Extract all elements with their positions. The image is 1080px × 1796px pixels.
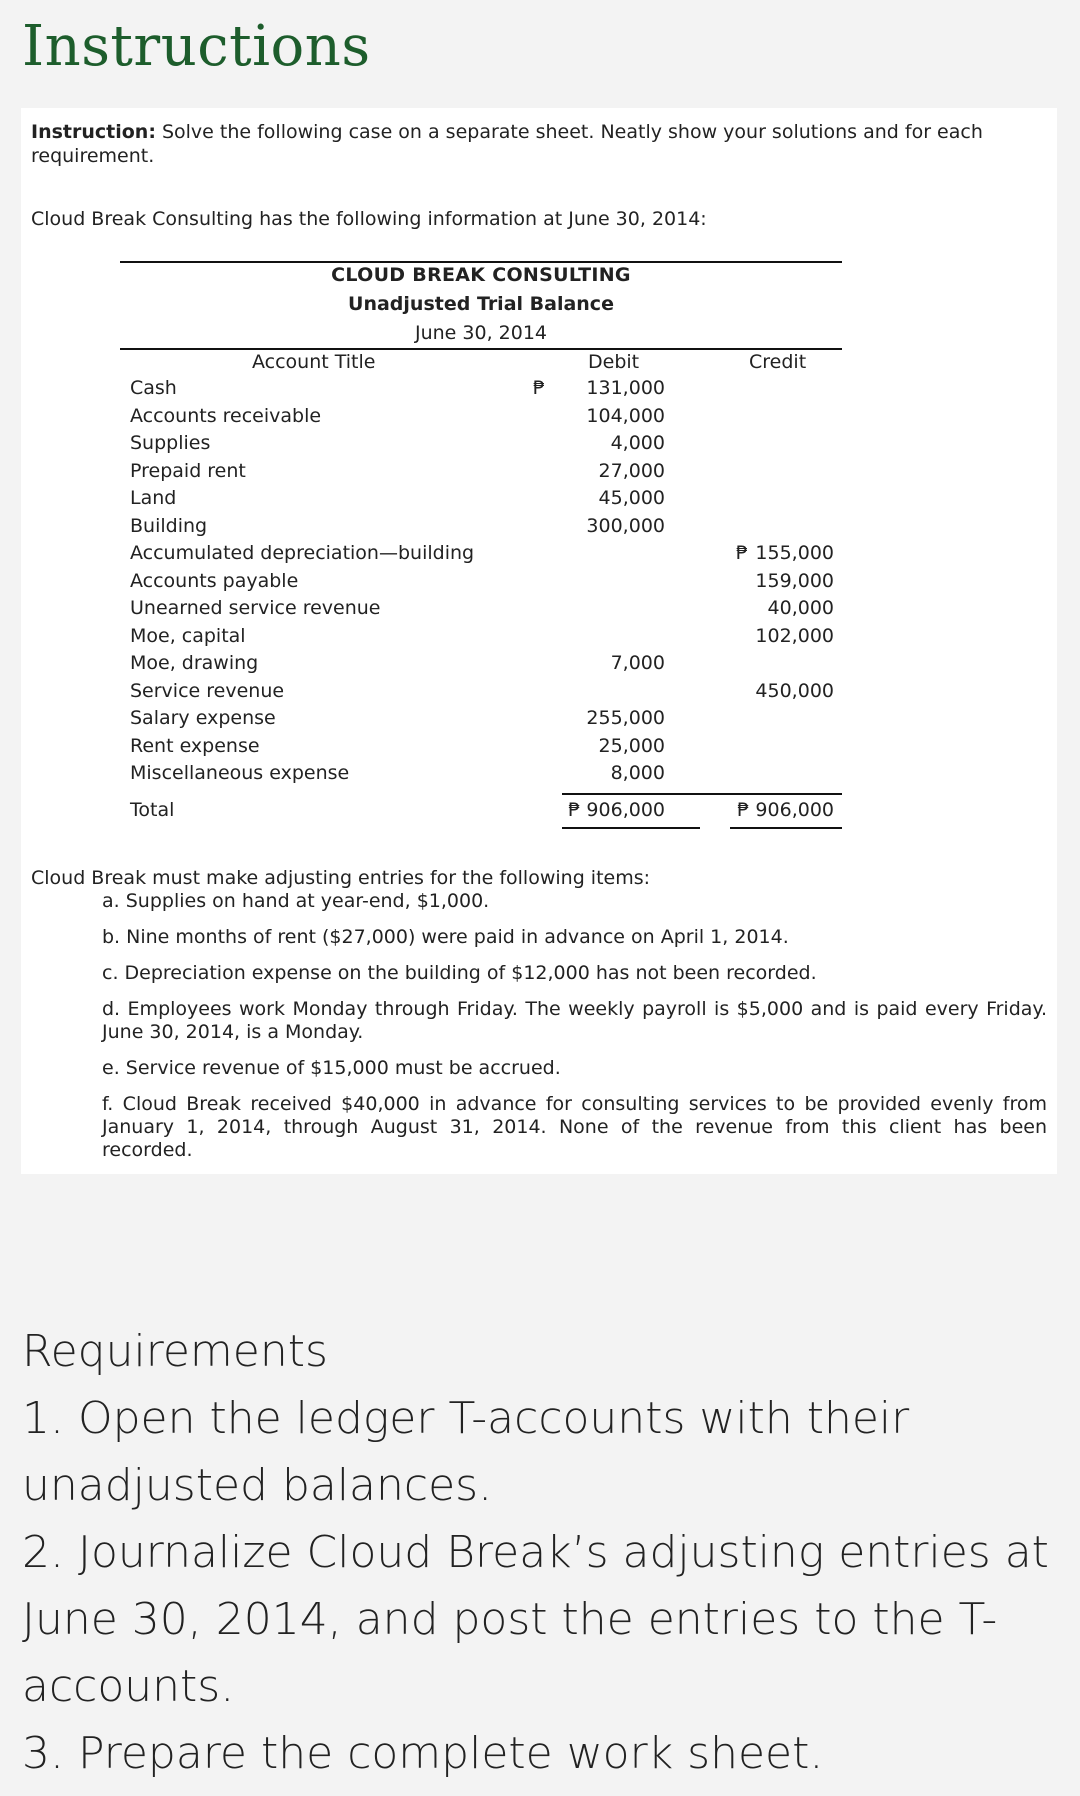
instruction-body: Solve the following case on a separate sheet. Neatly show your solutions and for each requirement. [31, 121, 983, 167]
account-name: Prepaid rent [130, 459, 246, 482]
table-row [120, 650, 842, 677]
adjustment-item-c: c. Depreciation expense on the building of $12,000 has not been recorded. [102, 962, 817, 984]
debit-amount: 255,000 [586, 707, 665, 729]
debit-amount: 45,000 [598, 487, 665, 509]
total-label: Total [130, 799, 175, 821]
account-name: Salary expense [130, 707, 276, 729]
debit-amount: 4,000 [610, 432, 665, 454]
table-row [120, 705, 842, 732]
account-name: Service revenue [130, 679, 285, 702]
instruction-text [31, 120, 1047, 168]
account-name: Building [130, 514, 208, 537]
credit-amount: 450,000 [755, 679, 834, 702]
requirements-heading: Requirements [22, 1326, 328, 1377]
table-row [120, 595, 842, 622]
account-name: Accounts receivable [130, 404, 322, 427]
account-name: Moe, capital [130, 624, 246, 647]
adjustments-intro: Cloud Break must make adjusting entries for the following items: [31, 867, 651, 889]
table-row [120, 623, 842, 650]
credit-amount: 159,000 [755, 569, 834, 592]
double-rule-debit [562, 827, 700, 829]
company-name: CLOUD BREAK CONSULTING [331, 264, 631, 286]
account-name: Accounts payable [130, 569, 299, 592]
account-name: Miscellaneous expense [130, 762, 350, 784]
requirements-section [22, 1318, 1062, 1787]
debit-amount: 25,000 [598, 734, 665, 757]
instruction-label: Instruction: [31, 121, 156, 143]
requirement-1: 1. Open the ledger T-accounts with their unadjusted balances. [22, 1393, 910, 1511]
statement-date: June 30, 2014 [414, 322, 548, 344]
account-name: Cash [130, 377, 177, 399]
header-rule [120, 348, 842, 350]
peso-sign: ₱ [533, 377, 546, 399]
credit-amount: 155,000 [755, 542, 834, 564]
debit-amount: 104,000 [586, 404, 665, 427]
requirement-2: 2. Journalize Cloud Break’s adjusting entries at June 30, 2014, and post the entries to the T-accounts. [22, 1527, 1049, 1712]
account-name: Unearned service revenue [130, 597, 381, 619]
table-row [120, 458, 842, 485]
credit-amount: 102,000 [755, 624, 834, 647]
total-credit: ₱ 906,000 [737, 799, 834, 821]
adjustment-item-e: e. Service revenue of $15,000 must be accrued. [102, 1057, 561, 1079]
instruction-card [21, 108, 1057, 1174]
table-row [120, 485, 842, 512]
adjustment-item-d: d. Employees work Monday through Friday. The weekly payroll is $5,000 and is paid every Friday. June 30, 2014, is a Monday. [102, 998, 1047, 1043]
table-row [120, 678, 842, 705]
requirement-3: 3. Prepare the complete work sheet. [22, 1728, 824, 1779]
account-name: Supplies [130, 432, 211, 454]
debit-amount: 131,000 [586, 377, 665, 399]
table-row [120, 403, 842, 430]
table-row [120, 568, 842, 595]
double-rule-credit [730, 827, 842, 829]
account-name: Moe, drawing [130, 652, 259, 674]
table-row [120, 540, 842, 567]
adjustment-item-a: a. Supplies on hand at year-end, $1,000. [102, 890, 490, 912]
table-row [120, 375, 842, 402]
debit-header: Debit [588, 351, 640, 373]
account-name: Rent expense [130, 734, 260, 757]
debit-amount: 300,000 [586, 514, 665, 537]
debit-amount: 7,000 [610, 652, 665, 674]
page-title: Instructions [22, 14, 371, 79]
credit-header: Credit [749, 351, 807, 373]
account-title-header: Account Title [252, 351, 376, 373]
table-row [120, 760, 842, 787]
trial-balance [120, 261, 842, 831]
peso-sign: ₱ [736, 542, 749, 564]
adjustment-item-b: b. Nine months of rent ($27,000) were paid in advance on April 1, 2014. [102, 926, 789, 948]
case-intro: Cloud Break Consulting has the following information at June 30, 2014: [31, 208, 707, 230]
total-debit: ₱ 906,000 [568, 799, 665, 821]
account-name: Accumulated depreciation—building [130, 542, 475, 564]
adjustment-item-f: f. Cloud Break received $40,000 in advance for consulting services to be provided evenly from January 1, 2014, through August 31, 2014. None of the revenue from this client has been recorded. [102, 1093, 1047, 1161]
table-row [120, 733, 842, 760]
credit-amount: 40,000 [767, 597, 834, 619]
table-row [120, 513, 842, 540]
debit-amount: 8,000 [610, 762, 665, 784]
statement-title: Unadjusted Trial Balance [348, 293, 614, 315]
total-rule [562, 793, 842, 795]
total-row [120, 797, 842, 824]
table-row [120, 430, 842, 457]
account-name: Land [130, 487, 177, 509]
debit-amount: 27,000 [598, 459, 665, 482]
